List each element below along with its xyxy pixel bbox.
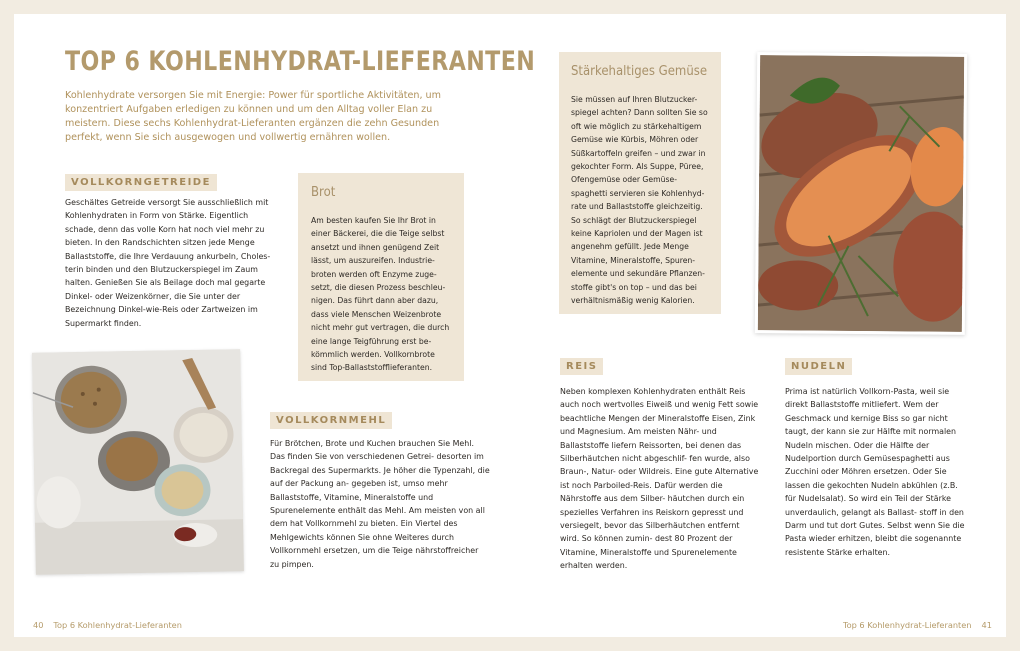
text-vollkornmehl: Für Brötchen, Brote und Kuchen brauchen Sie Mehl. Das finden Sie von verschiedenen Getrei- desorten im Backregal des Supermarkts. Je höher die Typenzahl, die auf der Packung an- gegeben ist, umso mehr Ballaststoffe, Vitamine, Mineralstoffe und Spurenelemente enthält das Mehl. Am meisten von all dem hat Vollkornmehl zu bieten. Ein Viertel des Mehlgewichts können Sie ohne Weiteres durch Vollkornmehl ersetzen, um die Teige nährstoffreicher zu pimpen. [270, 439, 490, 569]
text-reis: Neben komplexen Kohlenhydraten enthält Reis auch noch wertvolles Eiweiß und wenig Fett sowie beachtliche Mengen der Mineralstoffe Eisen, Zink und Magnesium. Am meisten Nähr- und Ballaststoffe liefern Reissorten, bei denen das Silberhäutchen nicht abgeschlif- fen wurde, also Braun-, Natur- oder Wildreis. Eine gute Alternative ist noch Parboiled-Reis. Dafür werden die Nährstoffe aus dem Silber- häutchen durch ein spezielles Verfahren ins Reiskorn gepresst und versiegelt, bevor das Silberhäutchen entfernt wird. So können zumin- dest 80 Prozent der Vitamine, Mineralstoffe und Spurenelemente erhalten werden. [560, 387, 759, 571]
footer-right [843, 620, 992, 630]
sweet-potato-illustration [758, 55, 964, 332]
text-vollkorngetreide: Geschältes Getreide versorgt Sie ausschließlich mit Kohlenhydraten in Form von Stärke. Eigentlich schade, denn das volle Korn hat noch viel mehr zu bieten. In den Randschichten sitzen jede Menge Ballaststoffe, die Ihre Verdauung ankurbeln, Choles- terin binden und den Blutzuckerspiegel im Zaum halten. Genießen Sie als Beilage doch mal gegarte Dinkel- oder Weizenkörner, die Sie unter der Bezeichnung Dinkel-wie-Reis oder Zartweizen im Supermarkt finden. [65, 198, 271, 328]
text-nudeln: Prima ist natürlich Vollkorn-Pasta, weil sie direkt Ballaststoffe mitliefert. Wem der Geschmack und kernige Biss so gar nicht taugt, der kann sie zur Hälfte mit normalen Nudeln mischen. Oder die Hälfte der Nudelportion durch Gemüsespaghetti aus Zucchini oder Möhren ersetzen. Oder Sie lassen die gekochten Nudeln abkühlen (z.B. für Nudelsalat). So wird ein Teil der Stärke unverdaulich, gelangt als Ballast- stoff in den Darm und tut dort Gutes. Selbst wenn Sie die Pasta wieder erhitzen, bleibt die sogenannte resistente Stärke erhalten. [785, 387, 965, 557]
footer-left-label: Top 6 Kohlenhydrat-Lieferanten [53, 620, 182, 630]
footer-left [33, 620, 182, 630]
heading-vollkornmehl: VOLLKORNMEHL [270, 412, 392, 429]
box-gemuese [559, 52, 721, 314]
box-brot-text: Am besten kaufen Sie Ihr Brot in einer Bäckerei, die die Teige selbst ansetzt und ihnen genügend Zeit lässt, um auszureifen. Industrie- broten werden oft Enzyme zuge- setzt, die diesen Prozess beschleu- nigen. Das führt dann aber dazu, dass viele Menschen Weizenbrote nicht mehr gut vertragen, die durch eine lange Teigführung erst be- kömmlich werden. Vollkornbrote sind Top-Ballaststofflieferanten. [311, 216, 450, 373]
box-brot [298, 173, 464, 381]
grains-illustration [32, 349, 244, 575]
heading-reis: REIS [560, 358, 603, 375]
page-number-left: 40 [33, 620, 44, 630]
box-gemuese-title: Stärkehaltiges Gemüse [571, 64, 708, 79]
page-number-right: 41 [981, 620, 992, 630]
box-gemuese-text: Sie müssen auf Ihren Blutzucker- spiegel achten? Dann sollten Sie so oft wie möglich zu stärkehaltigem Gemüse wie Kürbis, Möhren oder Süßkartoffeln greifen – und zwar in gekochter Form. Als Suppe, Püree, Ofengemüse oder Gemüse- spaghetti servieren sie Kohlenhyd- rate und Ballaststoffe gleichzeitig. So schlägt der Blutzuckerspiegel keine Kapriolen und der Magen ist angenehm gefüllt. Jede Menge Vitamine, Mineralstoffe, Spuren- elemente und sekundäre Pflanzen- stoffe gibt's on top – und das bei verhältnismäßig wenig Kalorien. [571, 95, 708, 306]
heading-nudeln: NUDELN [785, 358, 852, 375]
footer-right-label: Top 6 Kohlenhydrat-Lieferanten [843, 620, 972, 630]
grains-photo [32, 349, 244, 575]
page-title: TOP 6 KOHLENHYDRAT-LIEFERANTEN [65, 46, 536, 77]
intro-text: Kohlenhydrate versorgen Sie mit Energie: Power für sportliche Aktivitäten, um konzentriert Aufgaben erledigen zu können und um den Alltag voller Elan zu meistern. Diese sechs Kohlenhydrat-Lieferanten ergänzen die zehn Gesunden perfekt, wenn Sie sich ausgewogen und vollwertig ernähren wollen. [65, 90, 441, 143]
heading-vollkorngetreide: VOLLKORNGETREIDE [65, 174, 217, 191]
box-brot-title: Brot [311, 185, 336, 200]
sweet-potato-photo [755, 52, 967, 335]
